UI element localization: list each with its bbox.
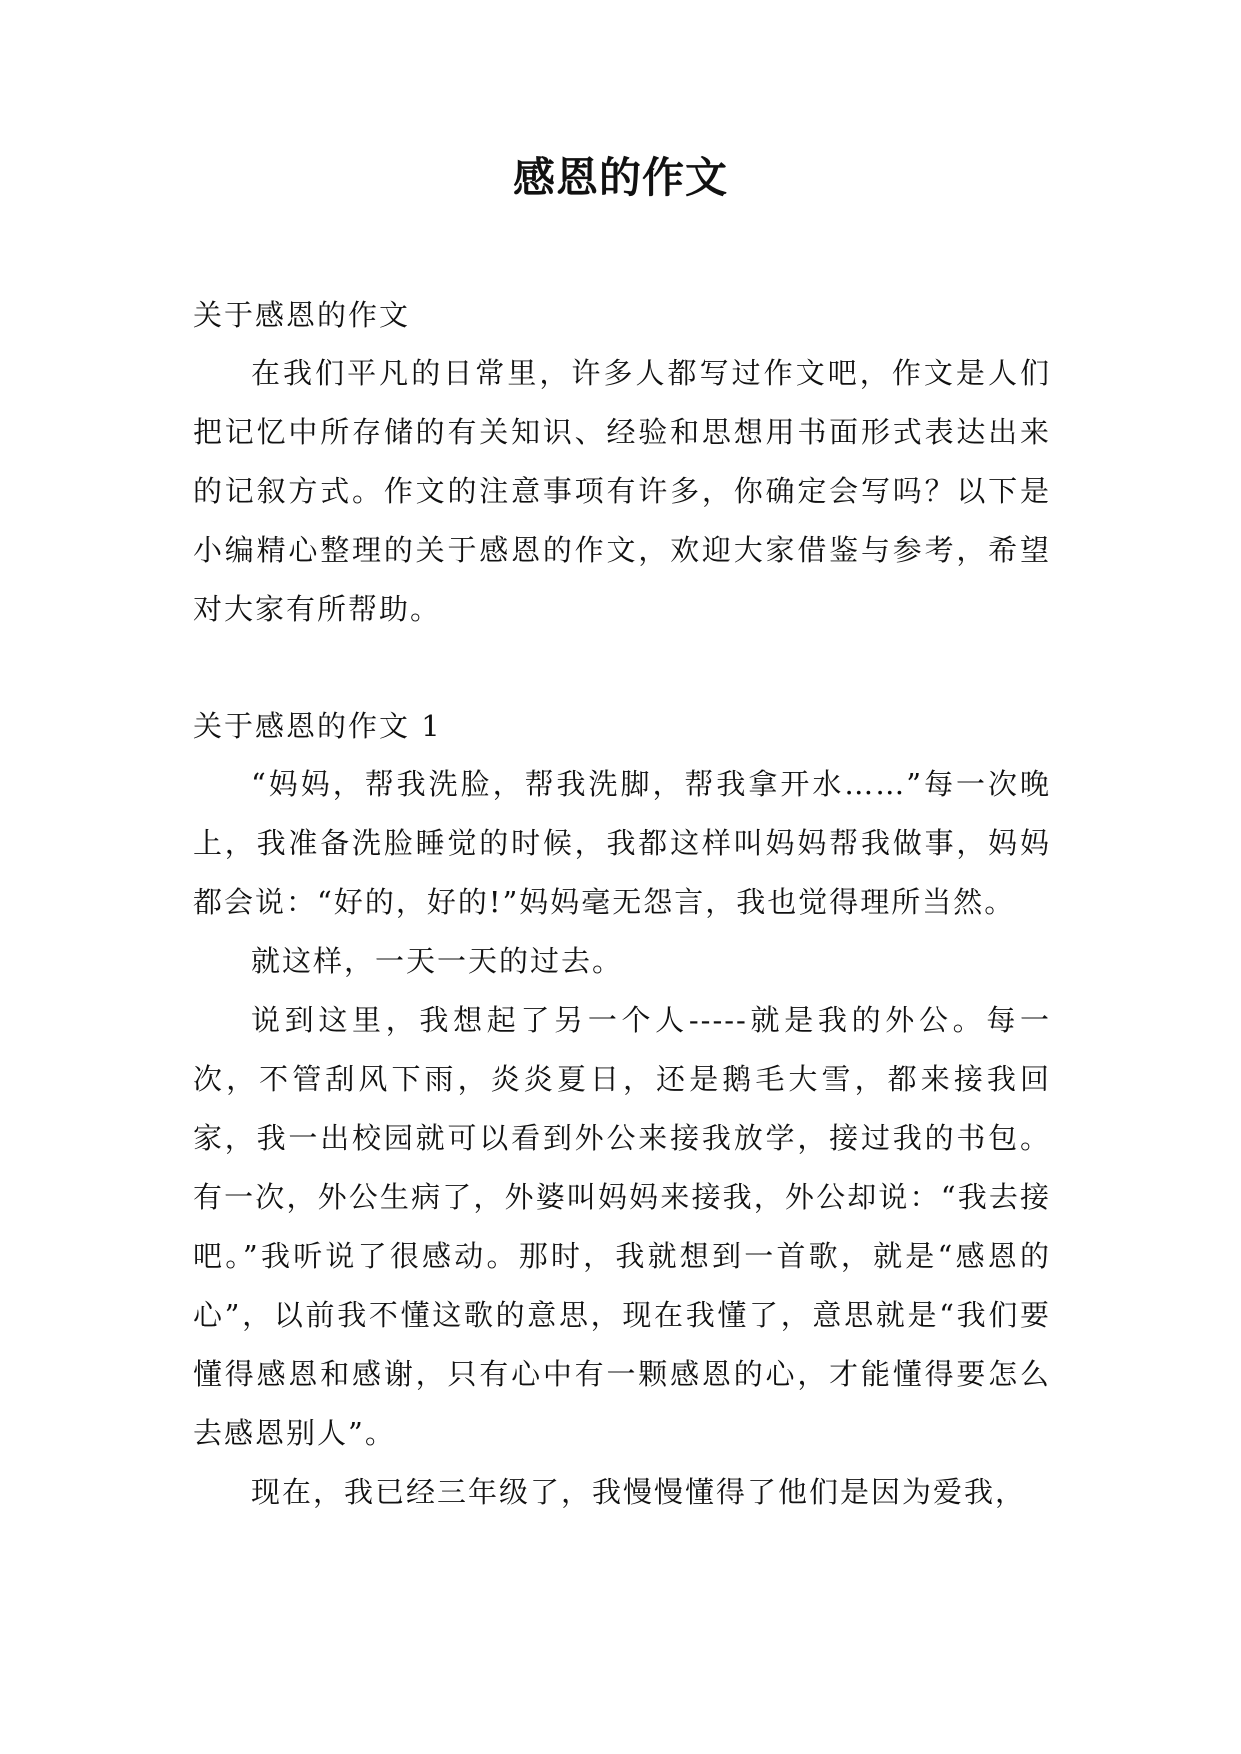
intro-heading: 关于感恩的作文	[193, 298, 411, 332]
essay-1-section	[193, 697, 1051, 1522]
essay-1-paragraph: “妈妈，帮我洗脸，帮我洗脚，帮我拿开水……”每一次晚上，我准备洗脸睡觉的时候，我都这样叫妈妈帮我做事，妈妈都会说：“好的，好的!”妈妈毫无怨言，我也觉得理所当然。	[193, 767, 1051, 919]
essay-1-heading: 关于感恩的作文 1	[193, 709, 442, 743]
intro-section	[193, 286, 1051, 639]
essay-1-paragraph: 就这样，一天一天的过去。	[251, 944, 624, 978]
essay-1-paragraph: 现在，我已经三年级了，我慢慢懂得了他们是因为爱我，	[251, 1475, 1027, 1509]
essay-1-paragraph: 说到这里，我想起了另一个人-----就是我的外公。每一次，不管刮风下雨，炎炎夏日，还是鹅毛大雪，都来接我回家，我一出校园就可以看到外公来接我放学，接过我的书包。有一次，外公生病了，外婆叫妈妈来接我，外公却说：“我去接吧。”我听说了很感动。那时，我就想到一首歌，就是“感恩的心”，以前我不懂这歌的意思，现在我懂了，意思就是“我们要懂得感恩和感谢，只有心中有一颗感恩的心，才能懂得要怎么去感恩别人”。	[193, 1003, 1051, 1450]
document-title: 感恩的作文	[512, 153, 728, 202]
intro-paragraph: 在我们平凡的日常里，许多人都写过作文吧，作文是人们把记忆中所存储的有关知识、经验和思想用书面形式表达出来的记叙方式。作文的注意事项有许多，你确定会写吗？以下是小编精心整理的关于感恩的作文，欢迎大家借鉴与参考，希望对大家有所帮助。	[193, 356, 1051, 626]
